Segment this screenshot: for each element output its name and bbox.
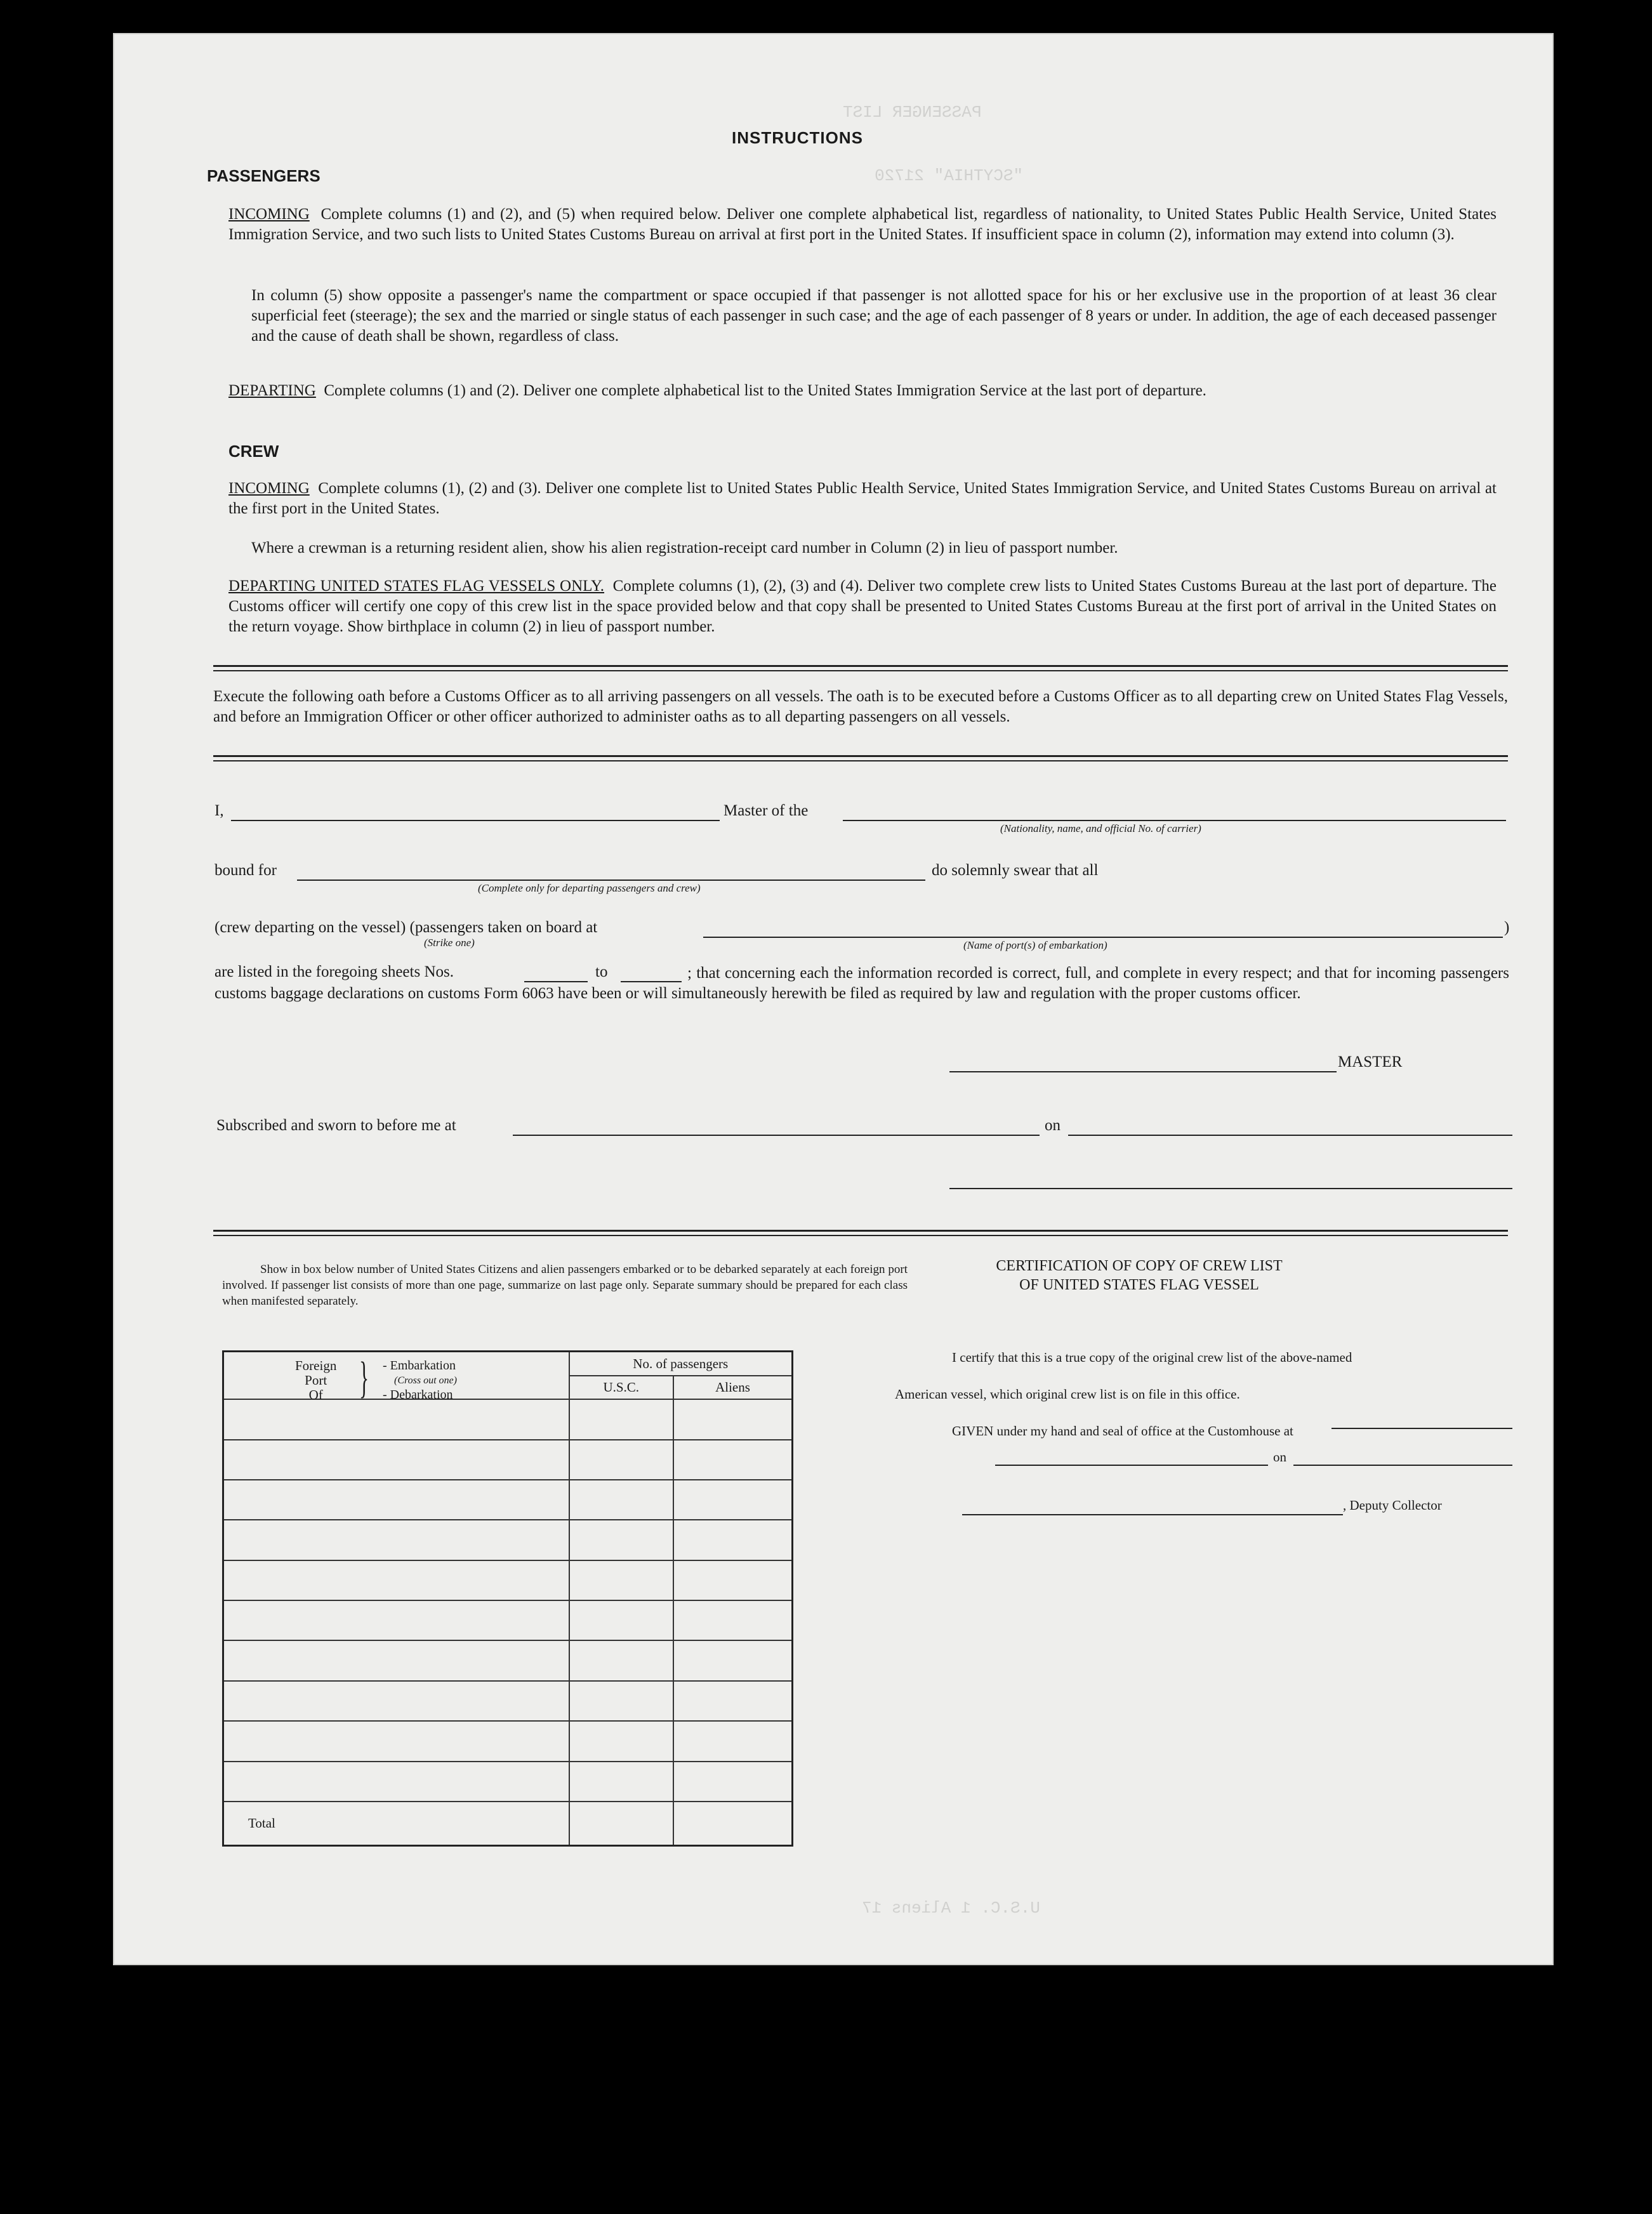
listed-label: are listed in the foregoing sheets Nos. xyxy=(215,963,454,980)
usc-cell[interactable] xyxy=(569,1520,674,1560)
passengers-departing-paragraph xyxy=(228,381,1497,401)
double-rule xyxy=(213,665,1508,671)
port-cell[interactable] xyxy=(223,1440,569,1480)
departing-flag-label: DEPARTING UNITED STATES FLAG VESSELS ONLY. xyxy=(228,577,605,595)
debarkation-label: - Debarkation xyxy=(383,1388,453,1402)
officer-signature-field[interactable] xyxy=(949,1188,1512,1189)
bleed-through-mark: "SCYTHIA" 21720 xyxy=(875,166,1024,185)
strike-one-caption: (Strike one) xyxy=(424,937,475,949)
column5-paragraph: In column (5) show opposite a passenger's name the compartment or space occupied if that passenger is not allotted space for his or her exclusive use in the proportion of at least 36 clear superficial feet (steerage); the sex and the married or single status of each passenger in such case; and the age of each passenger of 8 years or under. In addition, the age of each deceased passenger and the cause of death shall be shown, regardless of class. xyxy=(251,287,1497,345)
bound-for-caption: (Complete only for departing passengers and crew) xyxy=(478,882,701,894)
swear-text: do solemnly swear that all xyxy=(932,862,1099,879)
total-label: Total xyxy=(223,1802,569,1846)
embarkation-label: - Embarkation xyxy=(383,1359,456,1373)
subscribed-label: Subscribed and sworn to before me at xyxy=(216,1117,456,1134)
deputy-collector-label: , Deputy Collector xyxy=(1343,1498,1442,1513)
summary-table xyxy=(222,1350,793,1847)
oath-i-label: I, xyxy=(215,802,224,819)
port-cell[interactable] xyxy=(223,1640,569,1680)
usc-cell[interactable] xyxy=(569,1480,674,1520)
crew-incoming-text: Complete columns (1), (2) and (3). Deliver one complete list to United States Public Health Service, United States Immigration Service, and United States Customs Bureau on arrival at the first port in the United States. xyxy=(228,480,1497,517)
instructions-title: INSTRUCTIONS xyxy=(732,128,863,147)
incoming-text: Complete columns (1) and (2), and (5) when required below. Deliver one complete alphabetical list, regardless of nationality, to United States Public Health Service, United States Immigration Service, and two such lists to United States Customs Bureau on arrival at first port in the United States. If insufficient space in column (2), information may extend into column (3). xyxy=(228,206,1497,243)
aliens-cell[interactable] xyxy=(673,1600,792,1640)
port-cell[interactable] xyxy=(223,1480,569,1520)
bound-for-label: bound for xyxy=(215,862,277,879)
bleed-through-mark: U.S.C. 1 Aliens 17 xyxy=(862,1899,1040,1918)
double-rule xyxy=(213,755,1508,761)
crew-incoming-paragraph xyxy=(228,478,1497,519)
incoming-label: INCOMING xyxy=(228,206,310,223)
no-of-passengers-header: No. of passengers xyxy=(569,1352,793,1376)
brace-icon: } xyxy=(359,1354,369,1402)
aliens-cell[interactable] xyxy=(673,1520,792,1560)
certification-title-line1: CERTIFICATION OF COPY OF CREW LIST xyxy=(996,1258,1283,1274)
to-label: to xyxy=(595,963,608,980)
usc-cell[interactable] xyxy=(569,1640,674,1680)
cert-on-label: on xyxy=(1273,1449,1286,1465)
aliens-cell[interactable] xyxy=(673,1762,792,1802)
foreign-label: Foreign xyxy=(295,1358,337,1373)
form-page xyxy=(113,33,1554,1965)
of-label: Of xyxy=(308,1387,323,1402)
passengers-incoming-paragraph xyxy=(228,204,1497,245)
port-cell[interactable] xyxy=(223,1681,569,1721)
certification-title-line2: OF UNITED STATES FLAG VESSEL xyxy=(1019,1277,1259,1293)
crew-passengers-label: (crew departing on the vessel) (passengers taken on board at xyxy=(215,919,598,936)
usc-cell[interactable] xyxy=(569,1440,674,1480)
given-line: GIVEN under my hand and seal of office at the Customhouse at xyxy=(952,1423,1293,1439)
carrier-field[interactable] xyxy=(843,820,1506,821)
aliens-cell[interactable] xyxy=(673,1681,792,1721)
port-cell[interactable] xyxy=(223,1560,569,1600)
departing-flag-paragraph xyxy=(228,576,1497,637)
port-cell[interactable] xyxy=(223,1762,569,1802)
crew-incoming-label: INCOMING xyxy=(228,480,310,497)
usc-cell[interactable] xyxy=(569,1560,674,1600)
aliens-header: Aliens xyxy=(673,1376,792,1399)
bleed-through-mark: PASSENGER LIST xyxy=(843,103,982,122)
aliens-cell[interactable] xyxy=(673,1640,792,1680)
certify-line: I certify that this is a true copy of the original crew list of the above-named xyxy=(952,1350,1352,1365)
usc-cell[interactable] xyxy=(569,1399,674,1439)
aliens-cell[interactable] xyxy=(673,1480,792,1520)
master-of-the-label: Master of the xyxy=(724,802,809,819)
usc-cell[interactable] xyxy=(569,1721,674,1761)
passengers-heading: PASSENGERS xyxy=(207,166,320,185)
summary-intro: Show in box below number of United States Citizens and alien passengers embarked or to be debarked separately at each foreign port involved. If passenger list consists of more than one page, summarize on last page only. Separate summary should be prepared for each class when manifested separately. xyxy=(222,1263,908,1308)
port-cell[interactable] xyxy=(223,1520,569,1560)
customhouse-field[interactable] xyxy=(1332,1428,1512,1429)
cert-place-field[interactable] xyxy=(995,1465,1268,1466)
usc-cell[interactable] xyxy=(569,1600,674,1640)
master-label: MASTER xyxy=(1338,1053,1403,1071)
subscribed-date-field[interactable] xyxy=(1068,1135,1512,1136)
bound-for-field[interactable] xyxy=(297,880,925,881)
aliens-cell[interactable] xyxy=(673,1560,792,1600)
port-cell[interactable] xyxy=(223,1600,569,1640)
usc-cell[interactable] xyxy=(569,1681,674,1721)
aliens-cell[interactable] xyxy=(673,1721,792,1761)
crewman-paragraph: Where a crewman is a returning resident alien, show his alien registration-receipt card number in Column (2) in lieu of passport number. xyxy=(251,539,1118,557)
port-header-cell xyxy=(223,1352,569,1400)
oath-intro: Execute the following oath before a Customs Officer as to all arriving passengers on all vessels. The oath is to be executed before a Customs Officer as to all departing crew on United States Flag Vessels, and before an Immigration Officer or other officer authorized to administer oaths as to all departing passengers on all vessels. xyxy=(213,688,1508,725)
subscribed-place-field[interactable] xyxy=(513,1135,1040,1136)
usc-total-cell[interactable] xyxy=(569,1802,674,1846)
port-label: Port xyxy=(305,1373,327,1388)
deputy-signature-field[interactable] xyxy=(962,1514,1343,1515)
cert-date-field[interactable] xyxy=(1293,1465,1512,1466)
listed-rest-text: ; that concerning each the information recorded is correct, full, and complete in every respect; and that for incoming passengers customs baggage declarations on customs Form 6063 have been or will simultaneously herewith be filed as required by law and regulation with the proper customs officer. xyxy=(215,965,1509,1002)
subscribed-on-label: on xyxy=(1045,1117,1061,1134)
aliens-total-cell[interactable] xyxy=(673,1802,792,1846)
usc-cell[interactable] xyxy=(569,1762,674,1802)
certify-line-2: American vessel, which original crew list is on file in this office. xyxy=(895,1387,1240,1402)
master-name-field[interactable] xyxy=(231,820,720,821)
port-cell[interactable] xyxy=(223,1721,569,1761)
ports-caption: (Name of port(s) of embarkation) xyxy=(963,939,1107,951)
certification-title xyxy=(958,1256,1320,1295)
aliens-cell[interactable] xyxy=(673,1440,792,1480)
departing-label: DEPARTING xyxy=(228,382,316,399)
close-paren: ) xyxy=(1504,919,1510,936)
master-signature-field[interactable] xyxy=(949,1071,1337,1072)
departing-flag-text: Complete columns (1), (2), (3) and (4). Deliver two complete crew lists to United States Customs Bureau at the last port of departure. The Customs officer will certify one copy of this crew list in the space provided below and that copy shall be presented to United States Customs Bureau at the first port of arrival in the United States on the return voyage. Show birthplace in column (2) in lieu of passport number. xyxy=(228,577,1497,635)
usc-header: U.S.C. xyxy=(569,1376,674,1399)
carrier-caption: (Nationality, name, and official No. of carrier) xyxy=(1000,822,1201,834)
certification-text xyxy=(895,1339,1530,1449)
ports-field[interactable] xyxy=(703,937,1503,938)
port-cell[interactable] xyxy=(223,1399,569,1439)
crew-heading: CREW xyxy=(228,442,279,461)
cross-out-caption: (Cross out one) xyxy=(394,1375,457,1386)
departing-text: Complete columns (1) and (2). Deliver one complete alphabetical list to the United States Immigration Service at the last port of departure. xyxy=(324,382,1206,399)
aliens-cell[interactable] xyxy=(673,1399,792,1439)
double-rule xyxy=(213,1230,1508,1236)
